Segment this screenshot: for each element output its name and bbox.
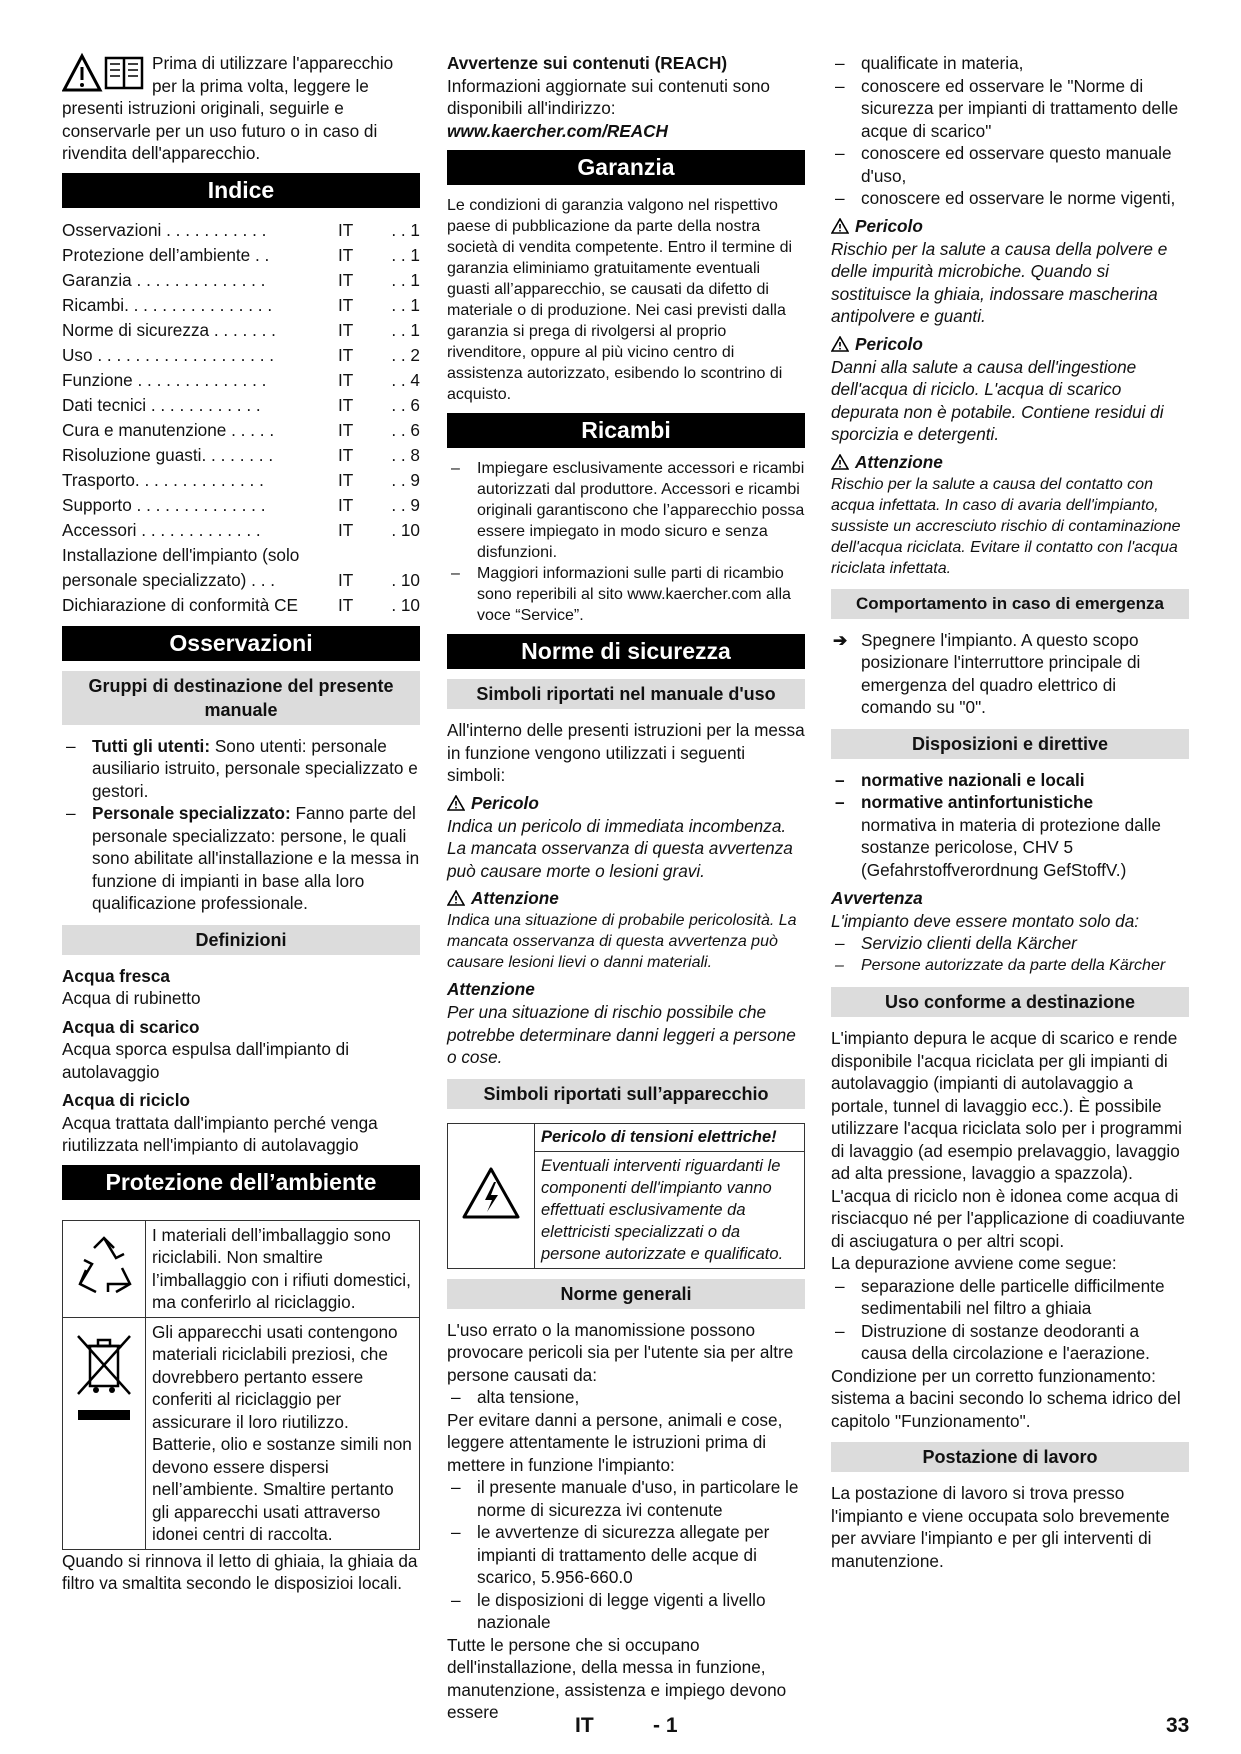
generali-list-2 bbox=[447, 1476, 805, 1634]
ricambi-heading: Ricambi bbox=[447, 413, 805, 448]
toc-title: Accessori . . . . . . . . . . . . . bbox=[62, 519, 261, 540]
toc-lang: IT bbox=[338, 444, 354, 465]
personale-label: Personale specializzato: bbox=[92, 803, 291, 823]
column-1 bbox=[62, 52, 420, 1595]
attenzione-contatto-signal bbox=[831, 450, 1189, 474]
table-of-contents bbox=[62, 218, 420, 618]
simboli-app-heading: Simboli riportati sull’apparecchio bbox=[447, 1079, 805, 1109]
toc-row[interactable] bbox=[62, 243, 420, 268]
avvertenza-label: Avvertenza bbox=[831, 888, 923, 908]
uso-conforme-list bbox=[831, 1275, 1189, 1365]
pericolo-polvere-signal bbox=[831, 214, 1189, 238]
toc-page: . . 4 bbox=[391, 369, 420, 390]
weee-cell bbox=[63, 1317, 146, 1549]
warning-manual-icons bbox=[62, 52, 146, 96]
warning-triangle-icon bbox=[831, 454, 849, 470]
footer-lang: IT bbox=[575, 1714, 594, 1737]
pericolo-signal bbox=[447, 791, 805, 815]
toc-lang: IT bbox=[338, 294, 354, 315]
toc-lang: IT bbox=[338, 519, 354, 540]
list-item: – le disposizioni di legge vigenti a livello nazionale bbox=[447, 1589, 805, 1634]
sicurezza-heading: Norme di sicurezza bbox=[447, 634, 805, 669]
toc-row[interactable] bbox=[62, 418, 420, 443]
gruppi-heading: Gruppi di destinazione del presente manuale bbox=[62, 671, 420, 725]
def-term: Acqua di riciclo bbox=[62, 1090, 190, 1110]
reach-title: Avvertenze sui contenuti (REACH) bbox=[447, 53, 728, 73]
personale-text: Fanno parte del personale specializzato: persone, le quali sono abilitate all'installazione e la messa in funzione di impianti in base alla loro qualificazione professionale. bbox=[92, 803, 420, 913]
pericolo-ingestione-text: Danni alla salute a causa dell'ingestione dell'acqua di riciclo. L'acqua di scarico depurata non è potabile. Contiene residui di sporcizia e detergenti. bbox=[831, 356, 1164, 444]
toc-page: . . 1 bbox=[391, 319, 420, 340]
toc-page: . . 1 bbox=[391, 269, 420, 290]
elettrico-icon-cell bbox=[448, 1123, 535, 1268]
pericolo-label: Pericolo bbox=[855, 333, 923, 354]
toc-page: . . 9 bbox=[391, 469, 420, 490]
warning-triangle-icon bbox=[831, 336, 849, 352]
list-item: – qualificate in materia, bbox=[831, 52, 1189, 75]
gruppi-list bbox=[62, 735, 420, 915]
toc-row-dichiarazione[interactable] bbox=[62, 593, 420, 618]
list-item: – conoscere ed osservare questo manuale d'uso, bbox=[831, 142, 1189, 187]
emergenza-list bbox=[831, 629, 1189, 719]
def-text: Acqua sporca espulsa dall'impianto di autolavaggio bbox=[62, 1039, 350, 1082]
pericolo-label: Pericolo bbox=[471, 792, 539, 813]
tutti-text: Sono utenti: personale ausiliario istruito, personale specializzato e gestori. bbox=[92, 735, 418, 801]
toc-title: Uso . . . . . . . . . . . . . . . . . . . bbox=[62, 344, 275, 365]
pericolo-ingestione-signal bbox=[831, 332, 1189, 356]
warning-triangle-icon bbox=[831, 218, 849, 234]
toc-page: . . 2 bbox=[391, 344, 420, 365]
toc-row[interactable] bbox=[62, 493, 420, 518]
footer-subpage: - 1 bbox=[653, 1714, 678, 1737]
toc-title: Supporto . . . . . . . . . . . . . . bbox=[62, 494, 266, 515]
toc-lang: IT bbox=[338, 394, 354, 415]
intro bbox=[62, 52, 420, 165]
list-item bbox=[62, 735, 420, 803]
toc-page: . . 8 bbox=[391, 444, 420, 465]
toc-title: Ricambi. . . . . . . . . . . . . . . . bbox=[62, 294, 273, 315]
postazione-text: La postazione di lavoro si trova presso l'impianto e viene occupata solo brevemente per avviare l'impianto e per gli interventi di manutenzione. bbox=[831, 1483, 1170, 1571]
elettrico-box bbox=[447, 1123, 805, 1269]
avvertenza-list bbox=[831, 932, 1189, 977]
toc-title: Dati tecnici . . . . . . . . . . . . bbox=[62, 394, 261, 415]
toc-title: Cura e manutenzione . . . . . bbox=[62, 419, 275, 440]
reach-text: Informazioni aggiornate sui contenuti sono disponibili all'indirizzo: bbox=[447, 75, 770, 118]
list-item: – alta tensione, bbox=[447, 1386, 805, 1409]
avvertenza-text: L'impianto deve essere montato solo da: bbox=[831, 910, 1140, 931]
toc-page: . . 6 bbox=[391, 419, 420, 440]
recycle-icon bbox=[72, 1234, 136, 1298]
elettrico-title: Pericolo di tensioni elettriche! bbox=[535, 1123, 805, 1151]
attenzione2-text: Per una situazione di rischio possibile che potrebbe determinare danni leggeri a persone o cose. bbox=[447, 1002, 796, 1067]
toc-title: Risoluzione guasti. . . . . . . . bbox=[62, 444, 274, 465]
toc-page: . . 9 bbox=[391, 494, 420, 515]
toc-title: Funzione . . . . . . . . . . . . . . bbox=[62, 369, 267, 390]
list-item: – Impiegare esclusivamente accessori e ricambi autorizzati dal produttore. Accessori e ricambi originali garantiscono che l’apparecchio possa essere impiegato in modo sicuro e senza disfunzioni. bbox=[447, 458, 805, 563]
definizioni-heading: Definizioni bbox=[62, 925, 420, 955]
def-text: Acqua trattata dall'impianto perché venga riutilizzata nell'impianto di autolavaggio bbox=[62, 1112, 378, 1155]
toc-lang: IT bbox=[338, 244, 354, 265]
osservazioni-heading: Osservazioni bbox=[62, 626, 420, 661]
toc-row[interactable] bbox=[62, 393, 420, 418]
list-item: ➔ Spegnere l'impianto. A questo scopo posizionare l'interruttore principale di emergenza del quadro elettrico di comando su "0". bbox=[831, 629, 1189, 719]
list-item: – normative nazionali e locali bbox=[831, 769, 1189, 792]
toc-page: . 10 bbox=[391, 569, 420, 590]
uso-conforme-heading: Uso conforme a destinazione bbox=[831, 987, 1189, 1017]
toc-row[interactable] bbox=[62, 268, 420, 293]
ghiaia-text: Quando si rinnova il letto di ghiaia, la ghiaia da filtro va smaltita secondo le disposizioi locali. bbox=[62, 1550, 418, 1593]
generali-text-1: L'uso errato o la manomissione possono provocare pericoli sia per l'utente sia per altre persone causati da: bbox=[447, 1319, 794, 1385]
attenzione-label: Attenzione bbox=[855, 451, 943, 472]
toc-lang: IT bbox=[338, 269, 354, 290]
generali-list-3 bbox=[831, 52, 1189, 210]
toc-lang: IT bbox=[338, 219, 354, 240]
pericolo-text: Indica un pericolo di immediata incombenza. La mancata osservanza di questa avvertenza può causare morte o lesioni gravi. bbox=[447, 815, 793, 881]
uso-conforme-text-3: Condizione per un corretto funzionamento: sistema a bacini secondo lo schema idrico del capitolo "Funzionamento". bbox=[831, 1365, 1181, 1431]
toc-row[interactable] bbox=[62, 218, 420, 243]
imballaggio-text: I materiali dell’imballaggio sono riciclabili. Non smaltire l’imballaggio con i rifiuti domestici, ma conferirlo al riciclaggio. bbox=[152, 1224, 411, 1312]
toc-row[interactable] bbox=[62, 368, 420, 393]
toc-page: . . 1 bbox=[391, 244, 420, 265]
column-3 bbox=[831, 52, 1189, 1572]
toc-lang: IT bbox=[338, 419, 354, 440]
toc-row[interactable] bbox=[62, 518, 420, 543]
toc-lang: IT bbox=[338, 319, 354, 340]
crossed-bin-icon bbox=[72, 1332, 136, 1428]
uso-conforme-text-2: La depurazione avviene come segue: bbox=[831, 1253, 1117, 1273]
toc-row-installazione-2[interactable] bbox=[62, 568, 420, 593]
emergenza-heading: Comportamento in caso di emergenza bbox=[831, 589, 1189, 619]
column-2 bbox=[447, 52, 805, 1724]
ambiente-heading: Protezione dell’ambiente bbox=[62, 1165, 420, 1200]
toc-page: . . 6 bbox=[391, 394, 420, 415]
generali-text-2: Per evitare danni a persone, animali e cose, leggere attentamente le istruzioni prima di mettere in funzione l'impianto: bbox=[447, 1409, 783, 1475]
toc-title: Trasporto. . . . . . . . . . . . . . bbox=[62, 469, 264, 490]
generali-list-1 bbox=[447, 1386, 805, 1409]
ambiente-table bbox=[62, 1220, 420, 1550]
toc-title: personale specializzato) . . . bbox=[62, 569, 276, 590]
toc-lang: IT bbox=[338, 369, 354, 390]
indice-heading: Indice bbox=[62, 173, 420, 208]
toc-page: . 10 bbox=[391, 594, 420, 615]
warning-book-icon bbox=[62, 52, 146, 96]
intro-text: Prima di utilizzare l'apparecchio per la prima volta, leggere le presenti istruzioni originali, seguirle e conservarle per un uso futuro o in caso di rivendita dell'apparecchio. bbox=[62, 53, 394, 163]
disposizioni-list bbox=[831, 769, 1189, 814]
list-item: – il presente manuale d'uso, in particolare le norme di sicurezza ivi contenute bbox=[447, 1476, 805, 1521]
electric-hazard-icon bbox=[461, 1166, 521, 1220]
toc-row[interactable] bbox=[62, 468, 420, 493]
toc-page: . . 1 bbox=[391, 294, 420, 315]
garanzia-text: Le condizioni di garanzia valgono nel rispettivo paese di pubblicazione da parte della nostra società di vendita competente. Entro il termine di garanzia eliminiamo gratuitamente eventuali guasti all’apparecchio, se causati da difetto di materiale o di produzione. Nei casi previsti dalla garanzia si prega di rivolgersi al proprio rivenditore, oppure al più vicino centro di assistenza autorizzato, esibendo lo scontrino di acquisto. bbox=[447, 197, 793, 403]
recycle-cell bbox=[63, 1220, 146, 1317]
toc-title: Installazione dell'impianto (solo bbox=[62, 544, 300, 565]
attenzione-contatto-text: Rischio per la salute a causa del contatto con acqua infettata. In caso di avaria dell'impianto, sussiste un accresciuto rischio di contaminazione dell'acqua riciclata. Evitare il contatto con l'acqua riciclata infettata. bbox=[831, 475, 1181, 577]
uso-conforme-text-1: L'impianto depura le acque di scarico e rende disponibile l'acqua riciclata per gli impianti di autolavaggio (impianti di autolavaggio a portale, tunnel di lavaggio ecc.). È possibile utilizzare l'acqua riciclata solo per i programmi di lavaggio (ad esempio prelavaggio, lavaggio ad alta pressione, lavaggio a spazzola). L'acqua di riciclo non è idonea come acqua di risciacquo né per l'applicazione di coadiuvante di asciugatura o per altri scopi. bbox=[831, 1028, 1185, 1251]
toc-page: . 10 bbox=[391, 519, 420, 540]
def-term: Acqua fresca bbox=[62, 965, 170, 986]
toc-row[interactable] bbox=[62, 443, 420, 468]
ricambi-list bbox=[447, 458, 805, 626]
toc-lang: IT bbox=[338, 469, 354, 490]
toc-lang: IT bbox=[338, 494, 354, 515]
reach-link[interactable]: www.kaercher.com/REACH bbox=[447, 120, 668, 141]
toc-title: Norme di sicurezza . . . . . . . bbox=[62, 319, 276, 340]
toc-row[interactable] bbox=[62, 318, 420, 343]
attenzione-signal bbox=[447, 886, 805, 910]
pericolo-polvere-text: Rischio per la salute a causa della polvere e delle impurità microbiche. Quando si sostituisce la ghiaia, indossare mascherina antipolvere e guanti. bbox=[831, 238, 1168, 326]
def-term: Acqua di scarico bbox=[62, 1016, 200, 1037]
list-item: – conoscere ed osservare le "Norme di sicurezza per impianti di trattamento delle acque di scarico" bbox=[831, 75, 1189, 143]
tutti-label: Tutti gli utenti: bbox=[92, 735, 211, 756]
toc-page: . . 1 bbox=[391, 219, 420, 240]
toc-row[interactable] bbox=[62, 343, 420, 368]
toc-title: Osservazioni . . . . . . . . . . . bbox=[62, 219, 267, 240]
toc-title: Protezione dell’ambiente . . bbox=[62, 244, 270, 265]
attenzione-label: Attenzione bbox=[471, 888, 559, 908]
warning-triangle-icon bbox=[447, 890, 465, 906]
list-item: – le avvertenze di sicurezza allegate per impianti di trattamento delle acque di scarico, 5.956-660.0 bbox=[447, 1521, 805, 1589]
toc-lang: IT bbox=[338, 569, 354, 590]
toc-lang: IT bbox=[338, 594, 354, 615]
disposizioni-text: normativa in materia di protezione dalle sostanze pericolose, CHV 5 (Gefahrstoffverordnung GefStoffV.) bbox=[861, 814, 1161, 880]
toc-title: Garanzia . . . . . . . . . . . . . . bbox=[62, 269, 266, 290]
apparecchi-usati-text: Gli apparecchi usati contengono materiali riciclabili preziosi, che dovrebbero pertanto essere conferiti al riciclaggio per assicurare il loro riutilizzo. Batterie, olio e sostanze simili non devono essere dispersi nell’ambiente. Smaltire pertanto gli apparecchi usati attraverso idonei centri di raccolta. bbox=[152, 1321, 412, 1544]
attenzione2-signal bbox=[447, 977, 805, 1001]
disposizioni-heading: Disposizioni e direttive bbox=[831, 729, 1189, 759]
simboli-manuale-heading: Simboli riportati nel manuale d'uso bbox=[447, 679, 805, 709]
postazione-heading: Postazione di lavoro bbox=[831, 1442, 1189, 1472]
attenzione-text: Indica una situazione di probabile pericolosità. La mancata osservanza di questa avvertenza può causare lesioni lievi o danni materiali. bbox=[447, 912, 797, 971]
garanzia-heading: Garanzia bbox=[447, 150, 805, 185]
toc-row[interactable] bbox=[62, 293, 420, 318]
footer-page-number: 33 bbox=[1166, 1714, 1190, 1737]
list-item: – Maggiori informazioni sulle parti di ricambio sono reperibili al sito www.kaercher.com alla voce “Service”. bbox=[447, 563, 805, 626]
list-item: – Persone autorizzate da parte della Kärcher bbox=[831, 955, 1189, 978]
list-item: – Servizio clienti della Kärcher bbox=[831, 932, 1189, 955]
simboli-intro: All'interno delle presenti istruzioni per la messa in funzione vengono utilizzati i seguenti simboli: bbox=[447, 720, 805, 785]
list-item: – Distruzione di sostanze deodoranti a causa della circolazione e l'aerazione. bbox=[831, 1320, 1189, 1365]
list-item: – normative antinfortunistiche bbox=[831, 791, 1189, 814]
list-item bbox=[62, 802, 420, 915]
generali-heading: Norme generali bbox=[447, 1279, 805, 1309]
toc-title: Dichiarazione di conformità CE bbox=[62, 594, 298, 615]
def-text: Acqua di rubinetto bbox=[62, 988, 201, 1008]
generali-text-3: Tutte le persone che si occupano dell'installazione, della messa in funzione, manutenzione, assistenza e impiego devono essere bbox=[447, 1634, 787, 1722]
toc-row-installazione[interactable] bbox=[62, 543, 420, 568]
toc-lang: IT bbox=[338, 344, 354, 365]
elettrico-text: Eventuali interventi riguardanti le componenti dell'impianto vanno effettuati esclusivamente da elettricisti specializzati o da persone autorizzate e qualificato. bbox=[535, 1151, 805, 1268]
list-item: – conoscere ed osservare le norme vigenti, bbox=[831, 187, 1189, 210]
attenzione2-label: Attenzione bbox=[447, 979, 535, 999]
list-item: – separazione delle particelle difficilmente sedimentabili nel filtro a ghiaia bbox=[831, 1275, 1189, 1320]
pericolo-label: Pericolo bbox=[855, 215, 923, 236]
warning-triangle-icon bbox=[447, 795, 465, 811]
